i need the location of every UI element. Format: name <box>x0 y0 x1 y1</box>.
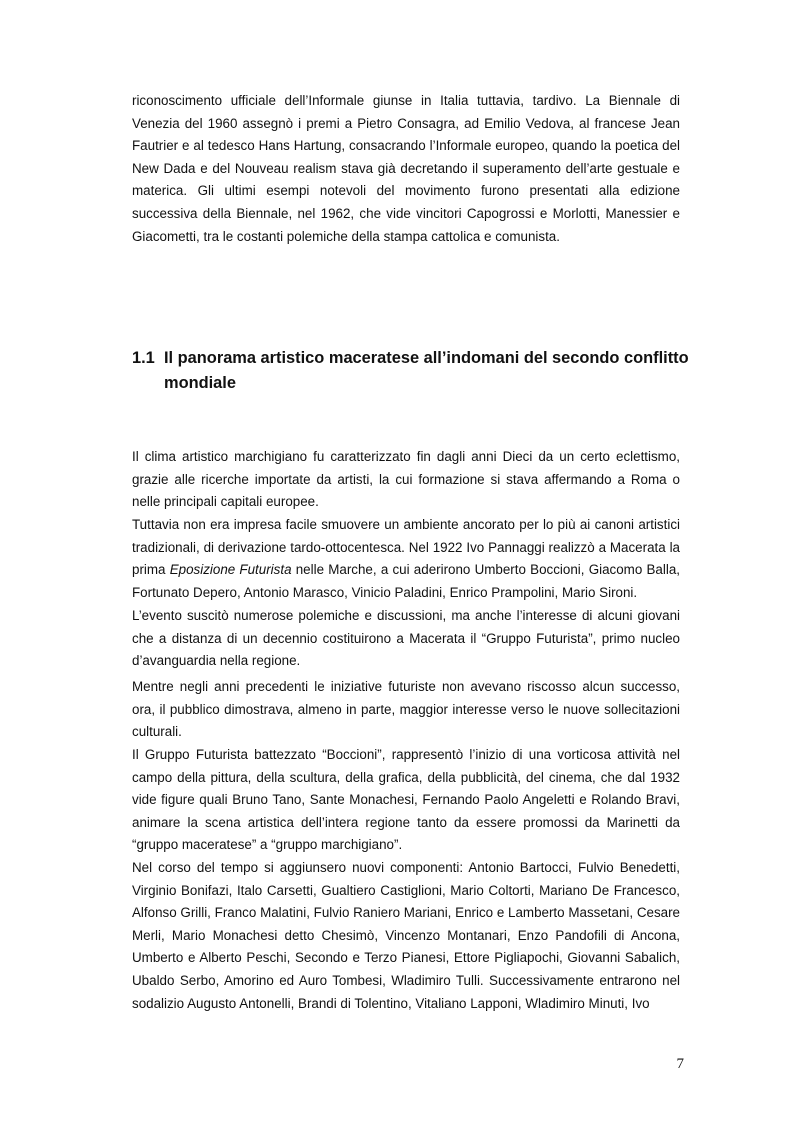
paragraph-4: Mentre negli anni precedenti le iniziative futuriste non avevano riscosso alcun successo, ora, il pubblico dimostrava, almeno in parte, maggior interesse verso le nuove sollecitazioni culturali. <box>132 679 680 740</box>
section-title-line1: Il panorama artistico maceratese all’indomani del secondo conflitto <box>164 349 689 367</box>
paragraph-3: L’evento suscitò numerose polemiche e discussioni, ma anche l’interesse di alcuni giovani che a distanza di un decennio costituirono a Macerata il “Gruppo Futurista”, primo nucleo d’avanguardia nella regione. <box>132 608 680 669</box>
exhibition-title: Eposizione Futurista <box>169 562 292 578</box>
paragraph-6: Nel corso del tempo si aggiunsero nuovi componenti: Antonio Bartocci, Fulvio Benedetti, Virginio Bonifazi, Italo Carsetti, Gualtiero Castiglioni, Mario Coltorti, Mariano De Francesco, Alfonso Grilli, Franco Malatini, Fulvio Raniero Mariani, Enrico e Lamberto Massetani, Cesare Merli, Mario Monachesi detto Chesimò, Vincenzo Montanari, Enzo Pandofili di Ancona, Umberto e Alberto Peschi, Secondo e Terzo Pianesi, Ettore Pigliapochi, Giovanni Sabalich, Ubaldo Serbo, Amorino ed Auro Tombesi, Wladimiro Tulli. Successivamente entrarono nel sodalizio Augusto Antonelli, Brandi di Tolentino, Vitaliano Lapponi, Wladimiro Minuti, Ivo <box>132 860 680 1011</box>
paragraph-2-text-b: nelle Marche, a cui aderirono Umberto Boccioni, Giacomo Balla, Fortunato Depero, Antonio Marasco, Vinicio Paladini, Enrico Prampolini, Mario Sironi. <box>132 562 680 600</box>
paragraph-2-text-a: Tuttavia non era impresa facile smuovere un ambiente ancorato per lo più ai canoni artistici tradizionali, di derivazione tardo-ottocentesca. Nel 1922 Ivo Pannaggi realizzò a Macerata la prima <box>132 517 680 578</box>
section-number: 1.1 <box>132 349 155 367</box>
paragraph-5: Il Gruppo Futurista battezzato “Boccioni”, rappresentò l’inizio di una vorticosa attività nel campo della pittura, della scultura, della grafica, della pubblicità, del cinema, che dal 1932 vide figure quali Bruno Tano, Sante Monachesi, Fernando Paolo Angeletti e Rolando Bravi, animare la scena artistica dell’intera regione tanto da essere promossi da Marinetti da “gruppo maceratese” a “gruppo marchigiano”. <box>132 747 680 853</box>
page-number: 7 <box>676 1056 684 1072</box>
section-title-line2: mondiale <box>164 374 236 392</box>
paragraph-2 <box>132 514 680 604</box>
paragraph-1: Il clima artistico marchigiano fu caratterizzato fin dagli anni Dieci da un certo eclettismo, grazie alle ricerche importate da artisti, la cui formazione si stava affermando a Roma o nelle principali capitali europee. <box>132 449 680 510</box>
intro-paragraph: riconoscimento ufficiale dell’Informale giunse in Italia tuttavia, tardivo. La Biennale di Venezia del 1960 assegnò i premi a Pietro Consagra, ad Emilio Vedova, al francese Jean Fautrier e al tedesco Hans Hartung, consacrando l’Informale europeo, quando la poetica del New Dada e del Nouveau realism stava già decretando il superamento dell’arte gestuale e materica. Gli ultimi esempi notevoli del movimento furono presentati alla edizione successiva della Biennale, nel 1962, che vide vincitori Capogrossi e Morlotti, Manessier e Giacometti, tra le costanti polemiche della stampa cattolica e comunista. <box>132 93 680 244</box>
